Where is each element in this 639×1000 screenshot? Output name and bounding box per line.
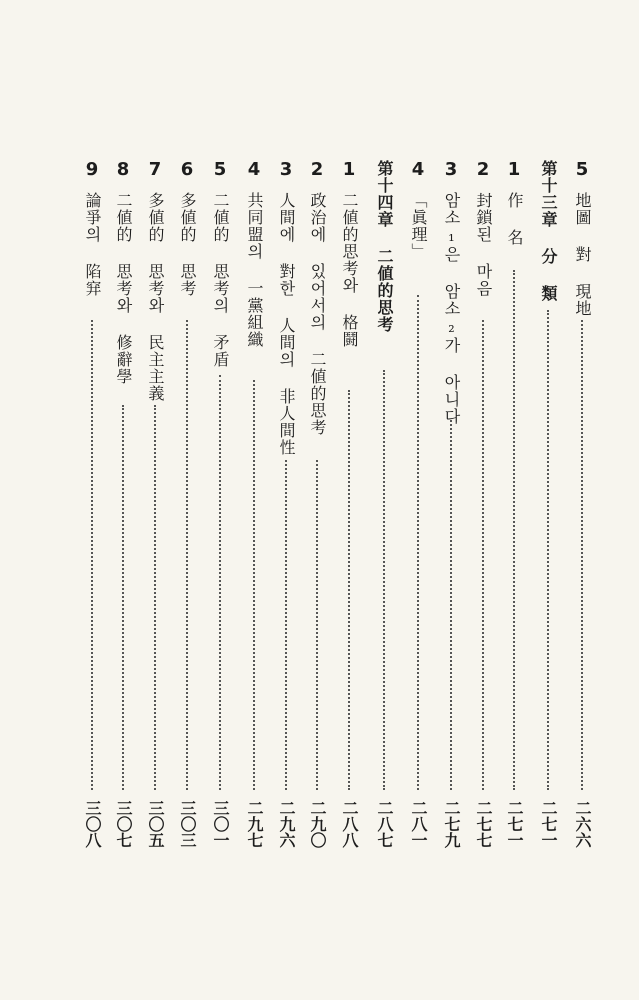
toc-entry: [304, 160, 330, 880]
entry-page-number: 三〇七: [114, 800, 133, 848]
dot-leader: [253, 380, 255, 790]
dot-leader: [383, 370, 385, 790]
toc-entry: [241, 160, 267, 880]
entry-number: 2: [476, 159, 490, 180]
entry-title: 政治에 있어서의 二値的思考: [308, 192, 327, 436]
entry-number: 7: [148, 159, 162, 180]
entry-title: 二値的 思考의 矛盾: [211, 192, 230, 368]
entry-number: 3: [279, 159, 293, 180]
entry-number: 2: [310, 159, 324, 180]
entry-page-number: 二九〇: [308, 800, 327, 848]
entry-number: 4: [247, 159, 261, 180]
entry-page-number: 二七一: [505, 800, 524, 848]
entry-page-number: 三〇八: [83, 800, 102, 848]
entry-page-number: 二六六: [573, 800, 592, 848]
dot-leader: [348, 390, 350, 790]
entry-title: 암소₁은 암소₂가 아니다: [442, 192, 461, 425]
entry-number: 6: [180, 159, 194, 180]
entry-page-number: 二八八: [340, 800, 359, 848]
entry-title: 多値的 思考와 民主主義: [146, 192, 165, 402]
entry-title: 人間에 對한 人間의 非人間性: [277, 192, 296, 456]
entry-title: 二値的 思考와 修辭學: [114, 192, 133, 385]
entry-title: 地圖 對 現地: [573, 192, 592, 317]
chapter-heading: [371, 160, 397, 880]
dot-leader: [316, 460, 318, 790]
entry-number: 1: [342, 159, 356, 180]
toc-entry: [79, 160, 105, 880]
entry-page-number: 二八七: [375, 800, 394, 848]
toc-entry: [336, 160, 362, 880]
chapter-title: 第十四章 二値的思考: [375, 160, 394, 333]
entry-title: 「眞理」: [409, 192, 428, 260]
entry-page-number: 二七九: [442, 800, 461, 848]
entry-title: 共同盟의 一黨組織: [245, 192, 264, 348]
dot-leader: [219, 375, 221, 790]
entry-title: 多値的 思考: [178, 192, 197, 297]
entry-number: 5: [213, 159, 227, 180]
toc-entry: [110, 160, 136, 880]
entry-page-number: 三〇一: [211, 800, 230, 848]
toc-entry: [470, 160, 496, 880]
dot-leader: [482, 320, 484, 790]
toc-entry: [174, 160, 200, 880]
toc-entry: [501, 160, 527, 880]
entry-number: 8: [116, 159, 130, 180]
entry-number: 5: [575, 159, 589, 180]
entry-number: 3: [444, 159, 458, 180]
toc-entry: [273, 160, 299, 880]
entry-page-number: 二九六: [277, 800, 296, 848]
dot-leader: [581, 320, 583, 790]
entry-title: 封鎖된 마음: [474, 192, 493, 297]
entry-page-number: 二九七: [245, 800, 264, 848]
toc-entry: [405, 160, 431, 880]
toc-entry: [569, 160, 595, 880]
entry-page-number: 三〇五: [146, 800, 165, 848]
entry-page-number: 二七七: [474, 800, 493, 848]
dot-leader: [154, 405, 156, 790]
dot-leader: [547, 310, 549, 790]
entry-title: 作 名: [505, 192, 524, 246]
entry-title: 二値的思考와 格鬪: [340, 192, 359, 348]
entry-number: 1: [507, 159, 521, 180]
toc-entry: [438, 160, 464, 880]
dot-leader: [417, 295, 419, 790]
entry-page-number: 二七一: [539, 800, 558, 848]
toc-entry: [207, 160, 233, 880]
toc-entry: [142, 160, 168, 880]
entry-page-number: 二八一: [409, 800, 428, 848]
entry-title: 論爭의 陷穽: [83, 192, 102, 297]
dot-leader: [450, 420, 452, 790]
dot-leader: [186, 320, 188, 790]
dot-leader: [285, 460, 287, 790]
entry-number: 9: [85, 159, 99, 180]
chapter-title: 第十三章 分 類: [539, 160, 558, 302]
entry-number: 4: [411, 159, 425, 180]
dot-leader: [122, 405, 124, 790]
chapter-heading: [535, 160, 561, 880]
dot-leader: [91, 320, 93, 790]
dot-leader: [513, 270, 515, 790]
entry-page-number: 三〇三: [178, 800, 197, 848]
